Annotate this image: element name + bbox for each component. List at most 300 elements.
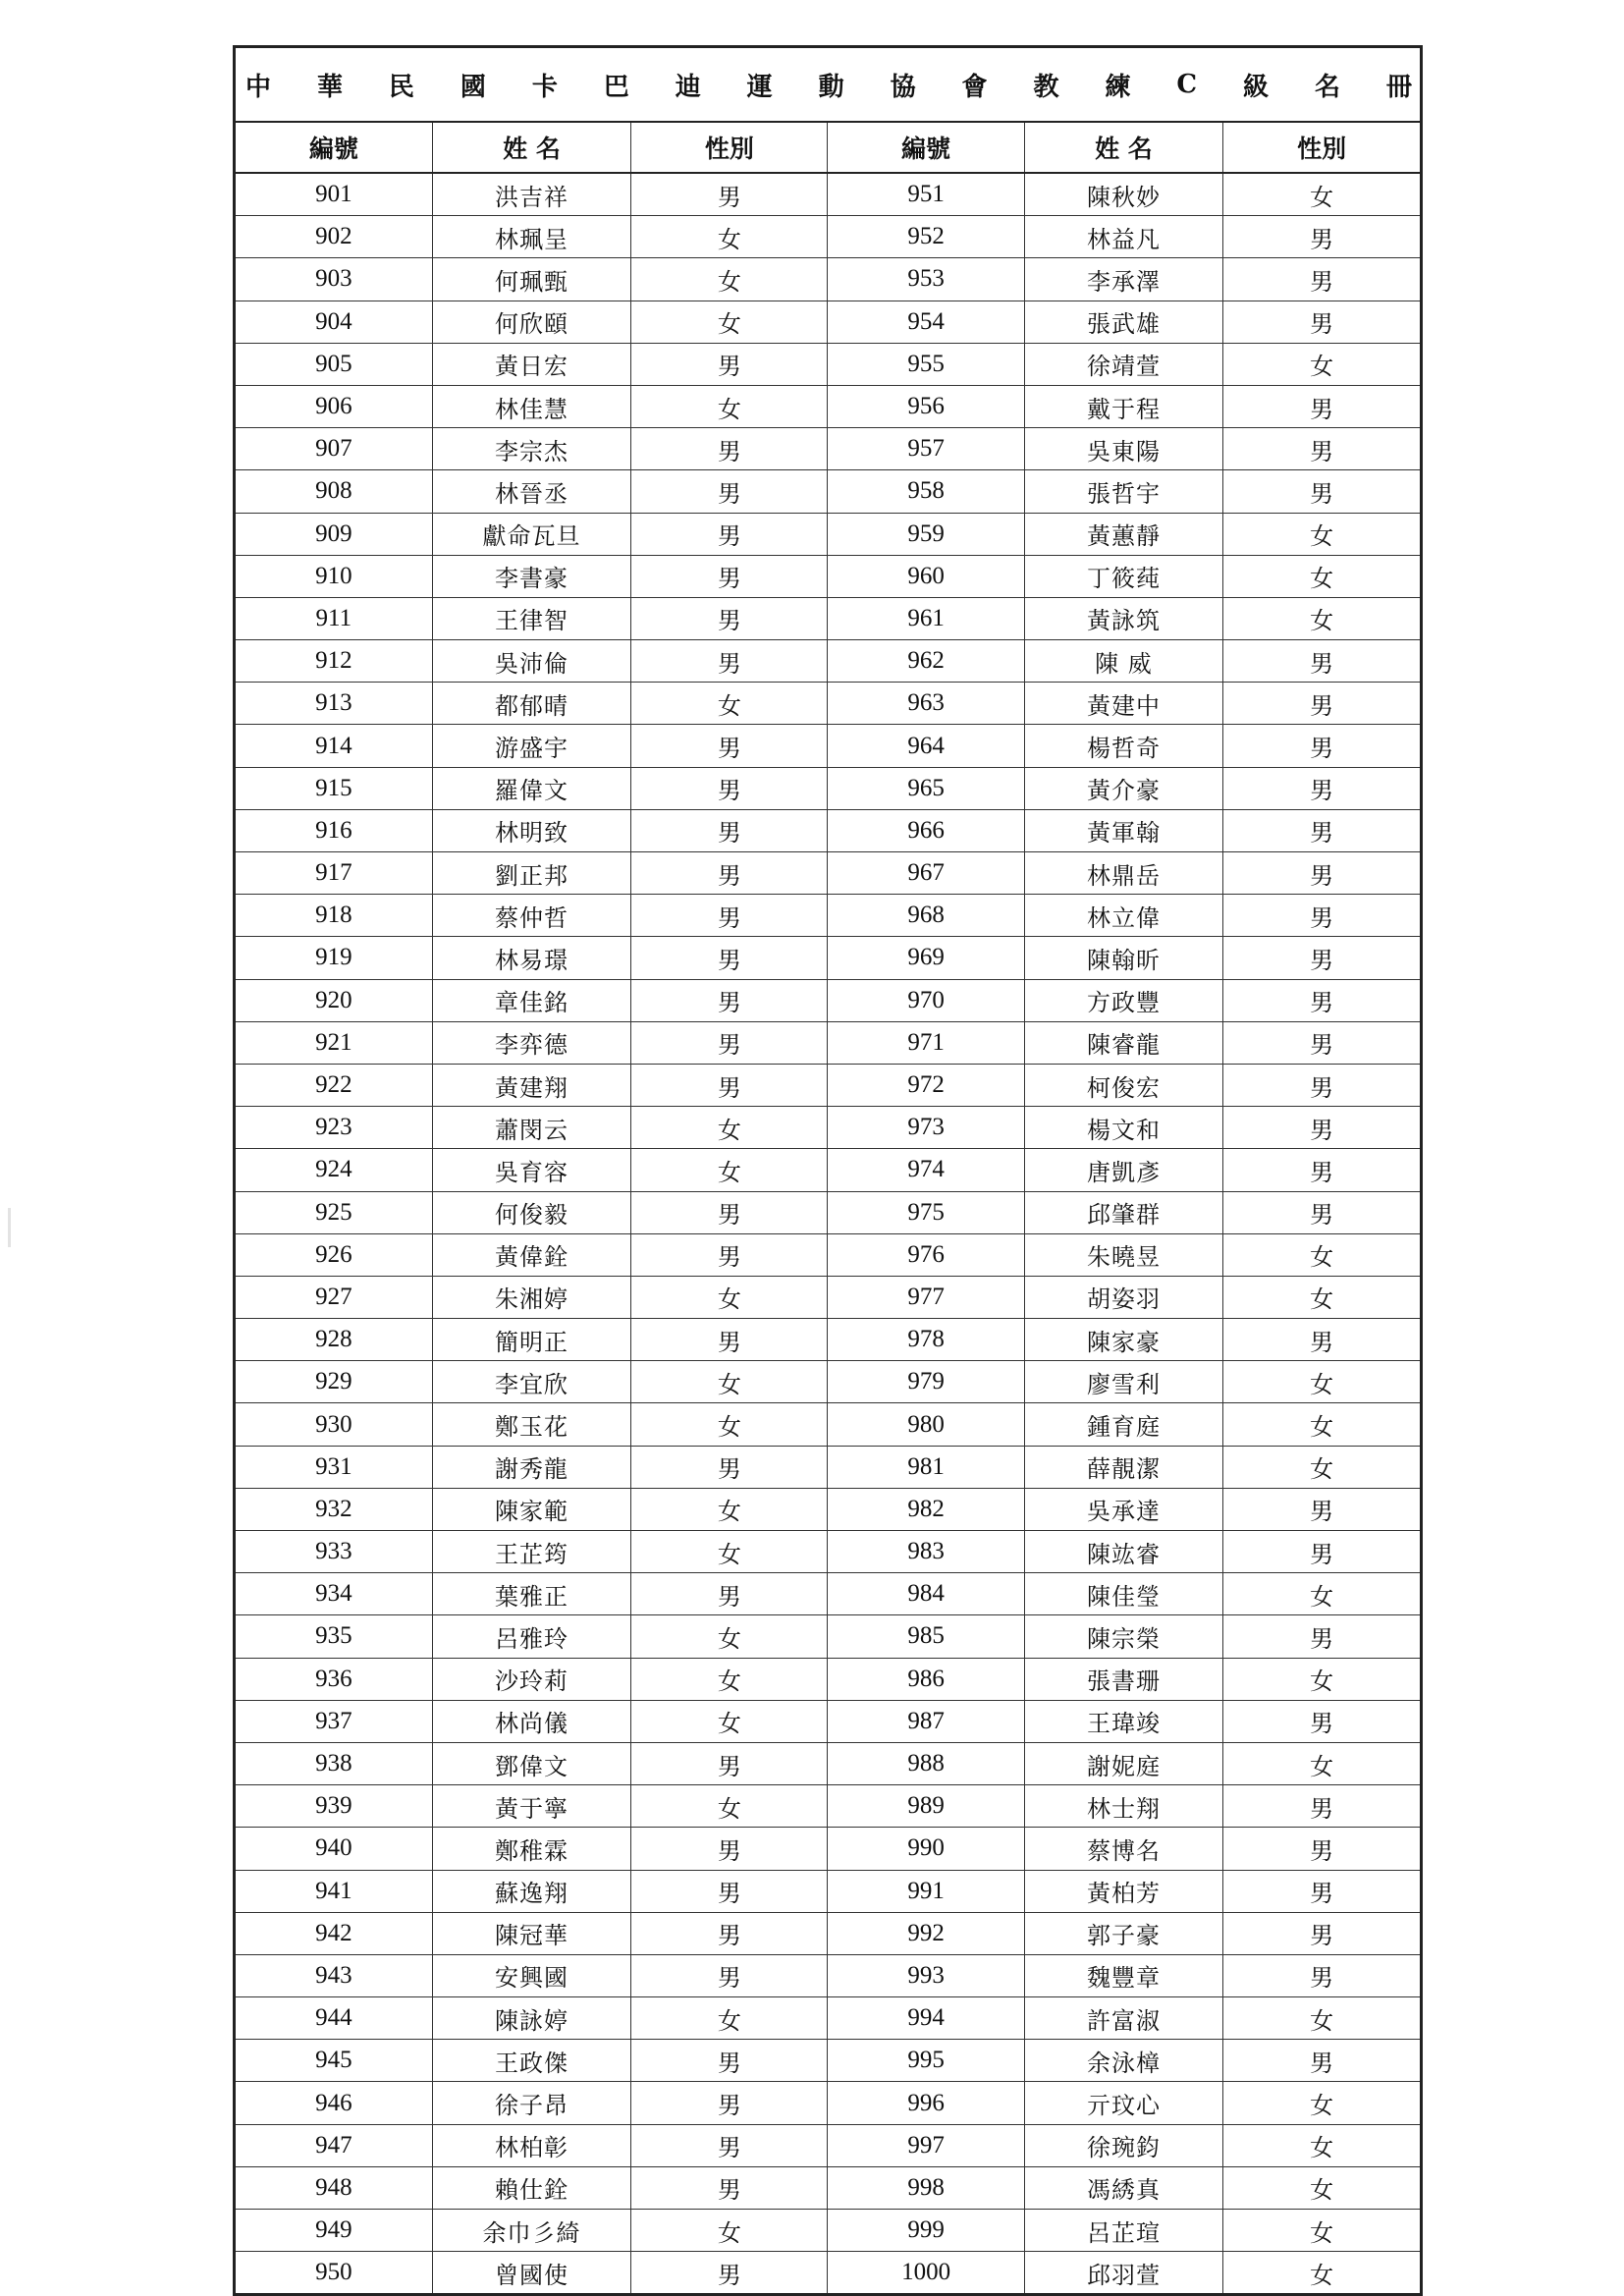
cell-gender-left: 男 [631,640,828,683]
cell-gender-right: 女 [1223,2166,1420,2209]
cell-number-left: 947 [236,2124,432,2166]
table-row [236,216,1420,258]
header-number-right: 編號 [828,123,1024,173]
cell-number-right: 986 [828,1658,1024,1700]
cell-gender-right: 男 [1223,1488,1420,1530]
cell-number-right: 993 [828,1954,1024,1996]
cell-number-left: 941 [236,1870,432,1912]
title-char: 中 [245,72,272,102]
cell-name-right: 陳家豪 [1024,1319,1223,1361]
title-char: 巴 [603,72,629,102]
title-char: 教 [1033,72,1059,102]
cell-number-right: 1000 [828,2252,1024,2294]
cell-number-left: 907 [236,428,432,470]
cell-name-right: 廖雪利 [1024,1361,1223,1403]
cell-name-left: 呂雅玲 [432,1615,631,1658]
cell-name-left: 林珮呈 [432,216,631,258]
cell-number-left: 936 [236,1658,432,1700]
table-row [236,1954,1420,1996]
title-char: 迪 [675,72,701,102]
cell-name-left: 王律智 [432,597,631,639]
cell-gender-left: 男 [631,1870,828,1912]
cell-number-right: 988 [828,1742,1024,1784]
cell-gender-right: 女 [1223,2124,1420,2166]
table-row [236,1658,1420,1700]
cell-name-right: 鍾育庭 [1024,1403,1223,1446]
cell-number-right: 958 [828,470,1024,513]
cell-gender-right: 男 [1223,683,1420,725]
cell-gender-left: 男 [631,2166,828,2209]
cell-number-left: 937 [236,1700,432,1742]
cell-number-left: 933 [236,1531,432,1573]
cell-gender-right: 女 [1223,555,1420,597]
cell-number-left: 919 [236,937,432,979]
cell-number-right: 991 [828,1870,1024,1912]
cell-number-left: 942 [236,1912,432,1954]
cell-name-right: 余泳樟 [1024,2040,1223,2082]
table-row [236,2252,1420,2294]
cell-gender-right: 女 [1223,2252,1420,2294]
cell-name-left: 洪吉祥 [432,173,631,216]
cell-name-left: 黃偉銓 [432,1233,631,1276]
table-row [236,513,1420,555]
cell-name-right: 謝妮庭 [1024,1742,1223,1784]
cell-number-right: 956 [828,385,1024,427]
cell-name-left: 李宗杰 [432,428,631,470]
table-row [236,1997,1420,2040]
title-char: C [1176,70,1198,99]
cell-gender-right: 男 [1223,979,1420,1021]
cell-number-right: 955 [828,343,1024,385]
roster-table [233,45,1423,2296]
cell-name-right: 蔡博名 [1024,1828,1223,1870]
table-row [236,1828,1420,1870]
table-row [236,1700,1420,1742]
cell-gender-right: 男 [1223,1021,1420,1064]
cell-name-left: 何欣頤 [432,301,631,343]
cell-name-right: 胡姿羽 [1024,1276,1223,1318]
cell-name-left: 吳育容 [432,1149,631,1191]
cell-number-right: 959 [828,513,1024,555]
cell-number-left: 925 [236,1191,432,1233]
cell-gender-right: 女 [1223,1742,1420,1784]
cell-name-right: 黃介豪 [1024,767,1223,809]
cell-name-right: 陳宗榮 [1024,1615,1223,1658]
cell-gender-right: 女 [1223,2210,1420,2252]
cell-number-right: 951 [828,173,1024,216]
cell-number-right: 966 [828,809,1024,851]
cell-gender-left: 男 [631,2082,828,2124]
cell-number-left: 915 [236,767,432,809]
cell-gender-left: 女 [631,1107,828,1149]
cell-number-right: 981 [828,1446,1024,1488]
table-row [236,1319,1420,1361]
cell-number-right: 967 [828,852,1024,895]
cell-name-right: 呂芷瑄 [1024,2210,1223,2252]
table-row [236,725,1420,767]
cell-gender-left: 女 [631,1403,828,1446]
cell-gender-left: 男 [631,1446,828,1488]
table-row [236,555,1420,597]
coach-list-table [236,123,1420,2293]
table-row [236,683,1420,725]
table-row [236,1573,1420,1615]
cell-number-right: 957 [828,428,1024,470]
header-name-right: 姓 名 [1024,123,1223,173]
cell-gender-right: 女 [1223,343,1420,385]
cell-name-right: 陳竑睿 [1024,1531,1223,1573]
cell-number-right: 962 [828,640,1024,683]
cell-number-left: 926 [236,1233,432,1276]
table-row [236,470,1420,513]
title-char: 國 [460,72,486,102]
cell-gender-left: 女 [631,1658,828,1700]
table-row [236,1361,1420,1403]
cell-number-right: 961 [828,597,1024,639]
cell-name-left: 羅偉文 [432,767,631,809]
cell-number-right: 998 [828,2166,1024,2209]
cell-gender-right: 女 [1223,1446,1420,1488]
cell-gender-left: 男 [631,343,828,385]
cell-name-right: 林益凡 [1024,216,1223,258]
cell-name-right: 方政豐 [1024,979,1223,1021]
cell-gender-left: 男 [631,979,828,1021]
cell-number-left: 914 [236,725,432,767]
cell-name-right: 唐凱彥 [1024,1149,1223,1191]
cell-gender-right: 男 [1223,1912,1420,1954]
cell-gender-right: 男 [1223,1828,1420,1870]
cell-number-right: 989 [828,1785,1024,1828]
cell-gender-left: 男 [631,895,828,937]
cell-name-right: 亓玟心 [1024,2082,1223,2124]
cell-gender-right: 女 [1223,173,1420,216]
cell-name-left: 李弈德 [432,1021,631,1064]
cell-gender-right: 男 [1223,1191,1420,1233]
table-row [236,1615,1420,1658]
cell-name-right: 馮綉真 [1024,2166,1223,2209]
cell-gender-left: 男 [631,852,828,895]
title-char: 協 [890,72,916,102]
table-row [236,809,1420,851]
cell-number-right: 992 [828,1912,1024,1954]
title-char: 民 [388,72,414,102]
cell-gender-left: 女 [631,216,828,258]
table-row [236,1488,1420,1530]
cell-name-right: 黃柏芳 [1024,1870,1223,1912]
cell-number-left: 913 [236,683,432,725]
cell-gender-right: 男 [1223,216,1420,258]
cell-gender-right: 女 [1223,2082,1420,2124]
cell-number-right: 977 [828,1276,1024,1318]
cell-gender-left: 女 [631,1531,828,1573]
table-row [236,1276,1420,1318]
cell-number-right: 990 [828,1828,1024,1870]
cell-name-left: 朱湘婷 [432,1276,631,1318]
cell-number-left: 928 [236,1319,432,1361]
cell-name-right: 吳東陽 [1024,428,1223,470]
table-row [236,1446,1420,1488]
cell-name-left: 王芷筠 [432,1531,631,1573]
cell-gender-right: 男 [1223,1870,1420,1912]
header-row [236,123,1420,173]
cell-gender-left: 男 [631,767,828,809]
cell-name-right: 楊哲奇 [1024,725,1223,767]
cell-gender-left: 女 [631,385,828,427]
cell-number-right: 972 [828,1064,1024,1106]
cell-name-left: 林易璟 [432,937,631,979]
cell-name-right: 王瑋竣 [1024,1700,1223,1742]
cell-gender-right: 女 [1223,1233,1420,1276]
cell-gender-right: 女 [1223,513,1420,555]
cell-gender-right: 女 [1223,1658,1420,1700]
cell-gender-right: 男 [1223,1064,1420,1106]
cell-name-left: 何俊毅 [432,1191,631,1233]
cell-number-left: 902 [236,216,432,258]
cell-name-left: 葉雅正 [432,1573,631,1615]
cell-name-right: 李承澤 [1024,258,1223,301]
cell-name-left: 林尚儀 [432,1700,631,1742]
title-char: 名 [1314,72,1340,102]
cell-gender-right: 女 [1223,597,1420,639]
table-row [236,1233,1420,1276]
cell-gender-left: 男 [631,513,828,555]
cell-number-right: 952 [828,216,1024,258]
cell-gender-right: 男 [1223,1700,1420,1742]
cell-gender-left: 男 [631,1233,828,1276]
cell-name-right: 戴于程 [1024,385,1223,427]
cell-name-right: 張書珊 [1024,1658,1223,1700]
cell-gender-right: 男 [1223,640,1420,683]
table-row [236,640,1420,683]
cell-gender-left: 男 [631,2124,828,2166]
cell-name-right: 陳秋妙 [1024,173,1223,216]
cell-number-right: 999 [828,2210,1024,2252]
cell-number-left: 911 [236,597,432,639]
cell-gender-left: 男 [631,555,828,597]
table-row [236,173,1420,216]
cell-gender-left: 男 [631,2252,828,2294]
cell-name-left: 王政傑 [432,2040,631,2082]
cell-number-right: 980 [828,1403,1024,1446]
cell-gender-right: 男 [1223,258,1420,301]
cell-name-left: 沙玲莉 [432,1658,631,1700]
header-gender-left: 性別 [631,123,828,173]
cell-number-left: 927 [236,1276,432,1318]
table-row [236,1191,1420,1233]
cell-number-left: 908 [236,470,432,513]
cell-name-left: 蕭閔云 [432,1107,631,1149]
cell-number-right: 982 [828,1488,1024,1530]
cell-name-right: 陳翰昕 [1024,937,1223,979]
cell-name-right: 黃蕙靜 [1024,513,1223,555]
cell-name-right: 柯俊宏 [1024,1064,1223,1106]
cell-name-left: 陳家範 [432,1488,631,1530]
cell-number-left: 922 [236,1064,432,1106]
cell-name-left: 林明致 [432,809,631,851]
table-row [236,1021,1420,1064]
table-row [236,2210,1420,2252]
cell-name-left: 吳沛倫 [432,640,631,683]
cell-number-left: 932 [236,1488,432,1530]
cell-name-left: 余巾彡綺 [432,2210,631,2252]
cell-gender-right: 男 [1223,1319,1420,1361]
cell-number-left: 931 [236,1446,432,1488]
cell-gender-right: 男 [1223,1531,1420,1573]
cell-number-left: 939 [236,1785,432,1828]
table-row [236,301,1420,343]
cell-name-left: 黃日宏 [432,343,631,385]
margin-mark [8,1208,11,1247]
table-row [236,1107,1420,1149]
cell-gender-right: 男 [1223,1615,1420,1658]
table-row [236,852,1420,895]
cell-gender-left: 男 [631,1191,828,1233]
cell-gender-right: 女 [1223,1997,1420,2040]
cell-name-left: 曾國使 [432,2252,631,2294]
cell-gender-left: 男 [631,470,828,513]
cell-gender-left: 男 [631,1319,828,1361]
cell-name-left: 獻命瓦旦 [432,513,631,555]
table-row [236,1785,1420,1828]
cell-number-right: 987 [828,1700,1024,1742]
cell-number-right: 964 [828,725,1024,767]
table-row [236,385,1420,427]
cell-name-left: 蔡仲哲 [432,895,631,937]
cell-number-left: 935 [236,1615,432,1658]
cell-gender-left: 女 [631,258,828,301]
table-row [236,597,1420,639]
cell-number-left: 909 [236,513,432,555]
cell-gender-left: 男 [631,1021,828,1064]
cell-name-left: 徐子昂 [432,2082,631,2124]
cell-number-left: 920 [236,979,432,1021]
cell-name-right: 郭子豪 [1024,1912,1223,1954]
cell-name-left: 林佳慧 [432,385,631,427]
cell-name-right: 徐靖萱 [1024,343,1223,385]
cell-name-left: 都郁晴 [432,683,631,725]
cell-gender-left: 女 [631,2210,828,2252]
cell-gender-left: 男 [631,1954,828,1996]
table-row [236,2040,1420,2082]
cell-number-left: 912 [236,640,432,683]
cell-name-right: 陳 威 [1024,640,1223,683]
cell-name-left: 游盛宇 [432,725,631,767]
cell-name-left: 黃建翔 [432,1064,631,1106]
cell-number-left: 945 [236,2040,432,2082]
cell-number-right: 978 [828,1319,1024,1361]
cell-number-left: 946 [236,2082,432,2124]
cell-number-right: 954 [828,301,1024,343]
cell-name-left: 安興國 [432,1954,631,1996]
cell-name-right: 陳睿龍 [1024,1021,1223,1064]
cell-name-left: 簡明正 [432,1319,631,1361]
cell-gender-right: 男 [1223,937,1420,979]
cell-name-right: 吳承達 [1024,1488,1223,1530]
cell-number-right: 953 [828,258,1024,301]
table-row [236,895,1420,937]
cell-number-right: 973 [828,1107,1024,1149]
cell-number-left: 948 [236,2166,432,2209]
cell-name-left: 賴仕銓 [432,2166,631,2209]
cell-number-right: 968 [828,895,1024,937]
cell-number-left: 905 [236,343,432,385]
cell-gender-left: 女 [631,1276,828,1318]
cell-gender-left: 女 [631,1361,828,1403]
cell-gender-left: 女 [631,1700,828,1742]
cell-gender-right: 男 [1223,1149,1420,1191]
cell-name-left: 鄭稚霖 [432,1828,631,1870]
cell-number-left: 903 [236,258,432,301]
cell-number-right: 984 [828,1573,1024,1615]
header-gender-right: 性別 [1223,123,1420,173]
table-row [236,2124,1420,2166]
cell-gender-left: 男 [631,1912,828,1954]
table-row [236,767,1420,809]
roster-body [236,173,1420,2293]
cell-name-left: 林柏彰 [432,2124,631,2166]
cell-number-right: 976 [828,1233,1024,1276]
cell-number-left: 938 [236,1742,432,1784]
table-row [236,979,1420,1021]
cell-gender-right: 男 [1223,385,1420,427]
cell-name-left: 陳詠婷 [432,1997,631,2040]
table-row [236,1531,1420,1573]
cell-number-left: 901 [236,173,432,216]
cell-gender-right: 女 [1223,1573,1420,1615]
table-row [236,258,1420,301]
cell-number-left: 944 [236,1997,432,2040]
cell-name-right: 黃詠筑 [1024,597,1223,639]
cell-number-right: 969 [828,937,1024,979]
cell-name-right: 徐琬鈞 [1024,2124,1223,2166]
cell-name-left: 鄭玉花 [432,1403,631,1446]
title-char: 冊 [1385,72,1412,102]
cell-number-right: 974 [828,1149,1024,1191]
cell-name-right: 陳佳瑩 [1024,1573,1223,1615]
cell-gender-left: 女 [631,1488,828,1530]
cell-gender-right: 男 [1223,301,1420,343]
cell-number-right: 995 [828,2040,1024,2082]
table-row [236,1912,1420,1954]
cell-gender-left: 女 [631,1997,828,2040]
cell-gender-right: 女 [1223,1276,1420,1318]
header-name-left: 姓 名 [432,123,631,173]
cell-gender-left: 男 [631,2040,828,2082]
cell-name-left: 何珮甄 [432,258,631,301]
cell-number-left: 917 [236,852,432,895]
cell-gender-right: 男 [1223,725,1420,767]
cell-number-right: 963 [828,683,1024,725]
table-row [236,1742,1420,1784]
cell-name-right: 林立偉 [1024,895,1223,937]
cell-number-right: 965 [828,767,1024,809]
cell-gender-right: 男 [1223,1785,1420,1828]
cell-number-right: 983 [828,1531,1024,1573]
cell-gender-left: 男 [631,1828,828,1870]
cell-number-right: 975 [828,1191,1024,1233]
cell-name-left: 章佳銘 [432,979,631,1021]
cell-number-right: 979 [828,1361,1024,1403]
cell-number-left: 940 [236,1828,432,1870]
cell-number-right: 994 [828,1997,1024,2040]
table-row [236,1403,1420,1446]
cell-gender-right: 女 [1223,1361,1420,1403]
cell-name-left: 蘇逸翔 [432,1870,631,1912]
cell-name-left: 林晉丞 [432,470,631,513]
cell-gender-right: 男 [1223,428,1420,470]
cell-gender-left: 男 [631,1742,828,1784]
cell-gender-right: 男 [1223,470,1420,513]
